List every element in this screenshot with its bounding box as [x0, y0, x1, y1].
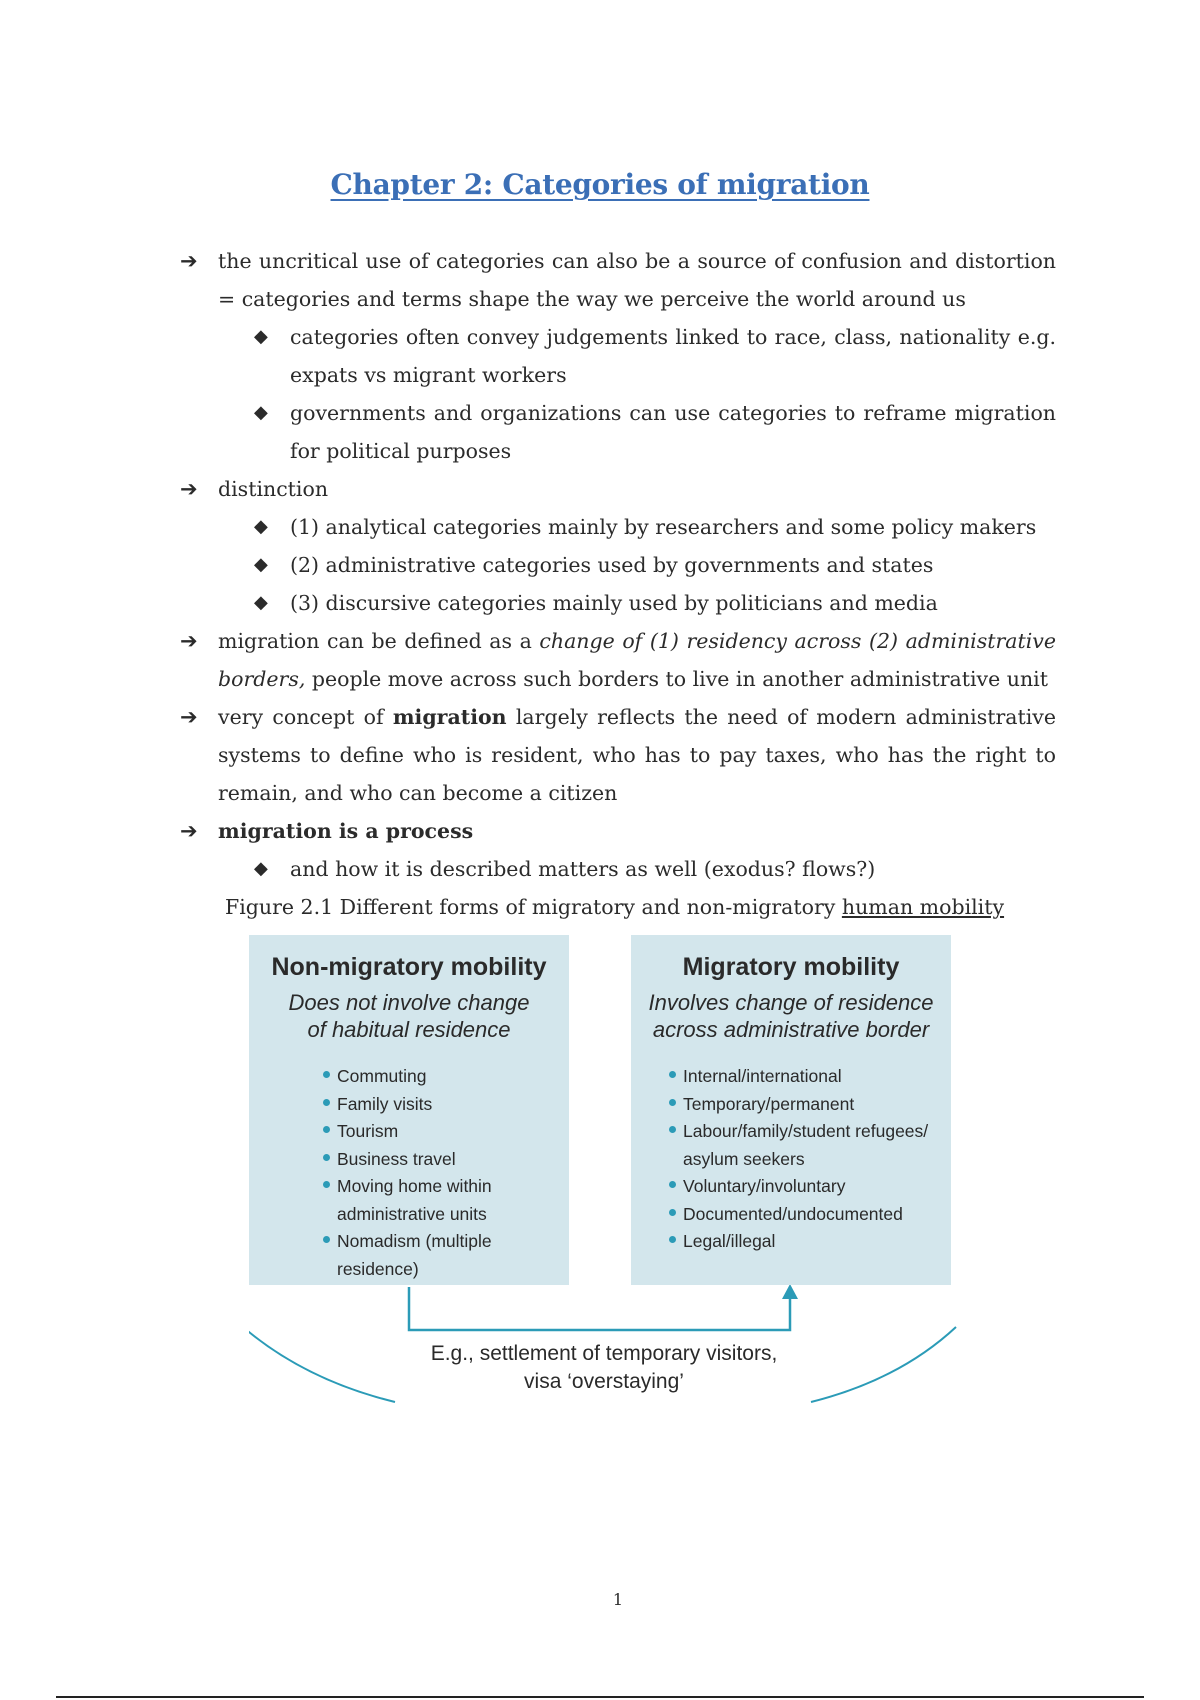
bullet-dot: [669, 1181, 676, 1188]
list-item: [669, 1201, 939, 1229]
list-item: [669, 1173, 939, 1201]
arrow-icon: ➔: [180, 249, 198, 273]
caption-text: Figure 2.1 Different forms of migratory and non-migratory: [225, 895, 842, 919]
caption-link-text: human mobility: [841, 895, 1005, 919]
list-item-text: Voluntary/involuntary: [683, 1176, 846, 1196]
bullet-dot: [669, 1209, 676, 1216]
list-item: [669, 1118, 939, 1173]
diamond-icon: ◆: [254, 516, 268, 537]
diamond-icon: ◆: [254, 554, 268, 575]
list-item-text: Temporary/permanent: [683, 1093, 855, 1114]
bullet-distinction: [180, 470, 1056, 508]
list-item: [669, 1228, 939, 1256]
list-item: [669, 1091, 939, 1119]
diamond-icon: ◆: [254, 592, 268, 613]
sub-bullet: [180, 546, 1056, 584]
migratory-box: [631, 935, 951, 1285]
bullet-text: distinction: [218, 477, 329, 501]
figure-note: [369, 1340, 839, 1396]
bullet-dot: [323, 1099, 330, 1106]
sub-bullet: [180, 584, 1056, 622]
footer-divider: [56, 1696, 1144, 1698]
arrow-icon: ➔: [180, 477, 198, 501]
bullet-concept: [180, 698, 1056, 812]
list-item: [323, 1228, 553, 1283]
list-item-text: Legal/illegal: [683, 1231, 776, 1251]
sub-bullet-text: and how it is described matters as well (exodus? flows?): [290, 857, 876, 881]
bullet-categories: [180, 242, 1056, 318]
box-subtitle-line: across administrative border: [652, 1017, 930, 1042]
sub-bullet-text: (3) discursive categories mainly used by politicians and media: [290, 591, 938, 615]
notes-body: [180, 242, 1056, 926]
box-title: Non-migratory mobility: [271, 953, 547, 981]
list-item-text: Moving home within administrative units: [337, 1176, 492, 1224]
sub-bullet-text: governments and organizations can use categories to reframe migration for political purposes: [290, 401, 1056, 463]
list-item: [323, 1118, 553, 1146]
list-item-text: Documented/undocumented: [683, 1203, 903, 1224]
diamond-icon: ◆: [254, 858, 268, 879]
arrow-icon: ➔: [180, 629, 198, 653]
bullet-dot: [323, 1181, 330, 1188]
bullet-text: largely reflects the need of modern administrative systems to define who is resident, who has to pay taxes, who has the right to remain, and who can become a citizen: [218, 705, 1056, 805]
bullet-dot: [669, 1099, 676, 1106]
sub-bullet: [180, 508, 1056, 546]
box-subtitle-line: Involves change of residence: [648, 990, 934, 1015]
figure-note-line: visa ‘overstaying’: [524, 1370, 684, 1393]
bullet-dot: [669, 1071, 676, 1078]
bold-text: migration is a process: [218, 819, 474, 843]
bullet-process: [180, 812, 1056, 850]
bullet-text: the uncritical use of categories can also be a source of confusion and distortion = categories and terms shape the way we perceive the world around us: [218, 249, 1056, 311]
bullet-dot: [669, 1126, 676, 1133]
list-item-text: Nomadism (multiple residence): [337, 1231, 492, 1279]
figure-note-line: E.g., settlement of temporary visitors,: [430, 1342, 778, 1365]
diamond-icon: ◆: [254, 326, 268, 347]
bullet-text: people move across such borders to live in another administrative unit: [305, 667, 1048, 691]
list-item-text: Commuting: [337, 1066, 427, 1086]
migratory-list: [669, 1063, 939, 1256]
bullet-dot: [323, 1126, 330, 1133]
box-title: Migratory mobility: [682, 953, 900, 981]
sub-bullet-text: (1) analytical categories mainly by researchers and some policy makers: [290, 515, 1037, 539]
sub-bullet: [180, 394, 1056, 470]
bold-text: migration: [392, 705, 507, 729]
bullet-definition: [180, 622, 1056, 698]
sub-bullet: [180, 850, 1056, 888]
list-item-text: Family visits: [337, 1093, 433, 1114]
sub-bullet-text: categories often convey judgements linked to race, class, nationality e.g. expats vs migrant workers: [290, 325, 1056, 387]
bullet-dot: [323, 1236, 330, 1243]
non-migratory-list: [323, 1063, 553, 1283]
list-item: [323, 1091, 553, 1119]
sub-bullet-text: (2) administrative categories used by governments and states: [290, 553, 934, 577]
connector-line: [409, 1287, 790, 1330]
box-subtitle-line: of habitual residence: [307, 1017, 511, 1042]
box-subtitle: [259, 989, 559, 1043]
bullet-text: migration can be defined as a: [218, 629, 540, 653]
diamond-icon: ◆: [254, 402, 268, 423]
chapter-title: Chapter 2: Categories of migration: [330, 168, 870, 201]
bullet-dot: [323, 1071, 330, 1078]
list-item: [323, 1173, 553, 1228]
arrow-icon: ➔: [180, 819, 198, 843]
list-item: [323, 1063, 553, 1091]
arrow-head: [782, 1284, 798, 1299]
list-item: [323, 1146, 553, 1174]
bullet-text: very concept of: [218, 705, 393, 729]
page-number: 1: [612, 1590, 624, 1609]
list-item-text: Business travel: [337, 1148, 456, 1169]
emphasis-text: change of (1) residency across (2) administrative borders,: [218, 629, 1056, 691]
sub-bullet: [180, 318, 1056, 394]
mobility-figure: [249, 935, 960, 1405]
box-subtitle-line: Does not involve change: [288, 990, 530, 1015]
list-item: [669, 1063, 939, 1091]
list-item-text: Internal/international: [683, 1066, 842, 1086]
arrow-icon: ➔: [180, 705, 198, 729]
non-migratory-box: [249, 935, 569, 1285]
bullet-dot: [669, 1236, 676, 1243]
bullet-dot: [323, 1154, 330, 1161]
list-item-text: Labour/family/student refugees/ asylum seekers: [683, 1121, 929, 1169]
figure-caption: [180, 888, 1056, 926]
list-item-text: Tourism: [337, 1121, 399, 1141]
box-subtitle: [641, 989, 941, 1043]
